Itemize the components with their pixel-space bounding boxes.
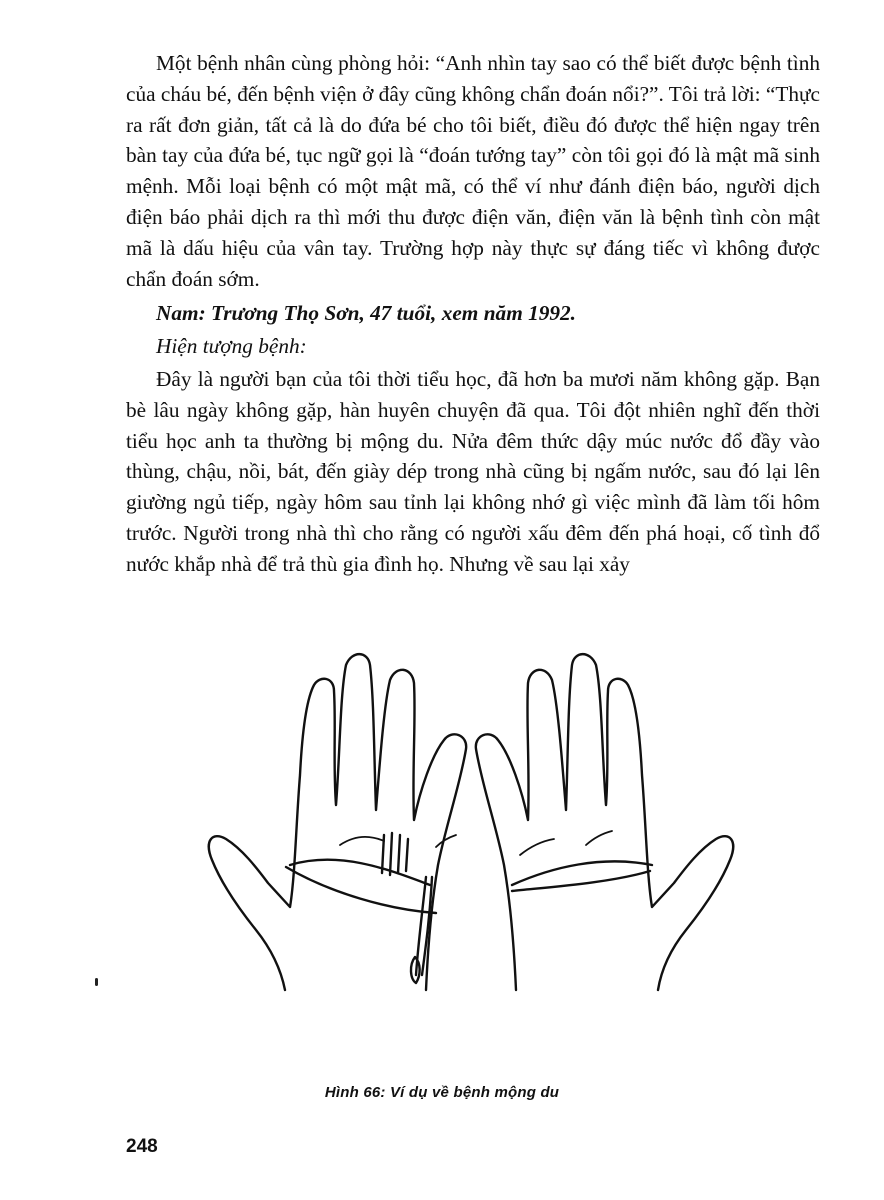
left-head-line bbox=[286, 867, 436, 913]
right-hand-outline bbox=[476, 654, 733, 990]
scan-speck bbox=[95, 978, 98, 986]
palm-figure bbox=[190, 645, 750, 1065]
right-hand-drawing bbox=[476, 654, 733, 990]
case-heading: Nam: Trương Thọ Sơn, 47 tuổi, xem năm 1992. bbox=[156, 301, 576, 326]
figure-caption: Hình 66: Ví dụ về bệnh mộng du bbox=[324, 1084, 560, 1101]
body-text bbox=[126, 48, 820, 580]
paragraph-case-description: Đây là người bạn của tôi thời tiểu học, đã hơn ba mươi năm không gặp. Bạn bè lâu ngày không gặp, hàn huyên chuyện đã qua. Tôi đột nhiên nghĩ đến thời tiểu học anh ta thường bị mộng du. Nửa đêm thức dậy múc nước đổ đầy vào thùng, chậu, nồi, bát, đến giày dép trong nhà cũng bị ngấm nước, sau đó lại lên giường ngủ tiếp, ngày hôm sau tỉnh lại không nhớ gì việc mình đã làm tối hôm trước. Người trong nhà thì cho rằng có người xấu đêm đến phá hoại, cố tình đổ nước khắp nhà để trả thù gia đình họ. Nhưng về sau lại xảy bbox=[126, 366, 820, 576]
left-hand-drawing bbox=[209, 654, 466, 990]
right-head-line bbox=[512, 871, 650, 891]
symptom-label: Hiện tượng bệnh: bbox=[156, 334, 307, 359]
right-heart-line bbox=[512, 861, 652, 885]
page-number: 248 bbox=[126, 1136, 158, 1157]
two-palms-line-drawing-icon bbox=[190, 645, 750, 1065]
paragraph-patient-question: Một bệnh nhân cùng phòng hỏi: “Anh nhìn tay sao có thể biết được bệnh tình của cháu bé, đến bệnh viện ở đây cũng không chẩn đoán nổi?”. Tôi trả lời: “Thực ra rất đơn giản, tất cả là do đứa bé cho tôi biết, điều đó được thể hiện ngay trên bàn tay của đứa bé, tục ngữ gọi là “đoán tướng tay” còn tôi gọi đó là mật mã sinh mệnh. Mỗi loại bệnh có một mật mã, có thể ví như đánh điện báo, người dịch điện báo phải dịch ra thì mới thu được điện văn, điện văn là bệnh tình còn mật mã là dấu hiệu của vân tay. Trường hợp này thực sự đáng tiếc vì không được chẩn đoán sớm. bbox=[126, 51, 820, 291]
